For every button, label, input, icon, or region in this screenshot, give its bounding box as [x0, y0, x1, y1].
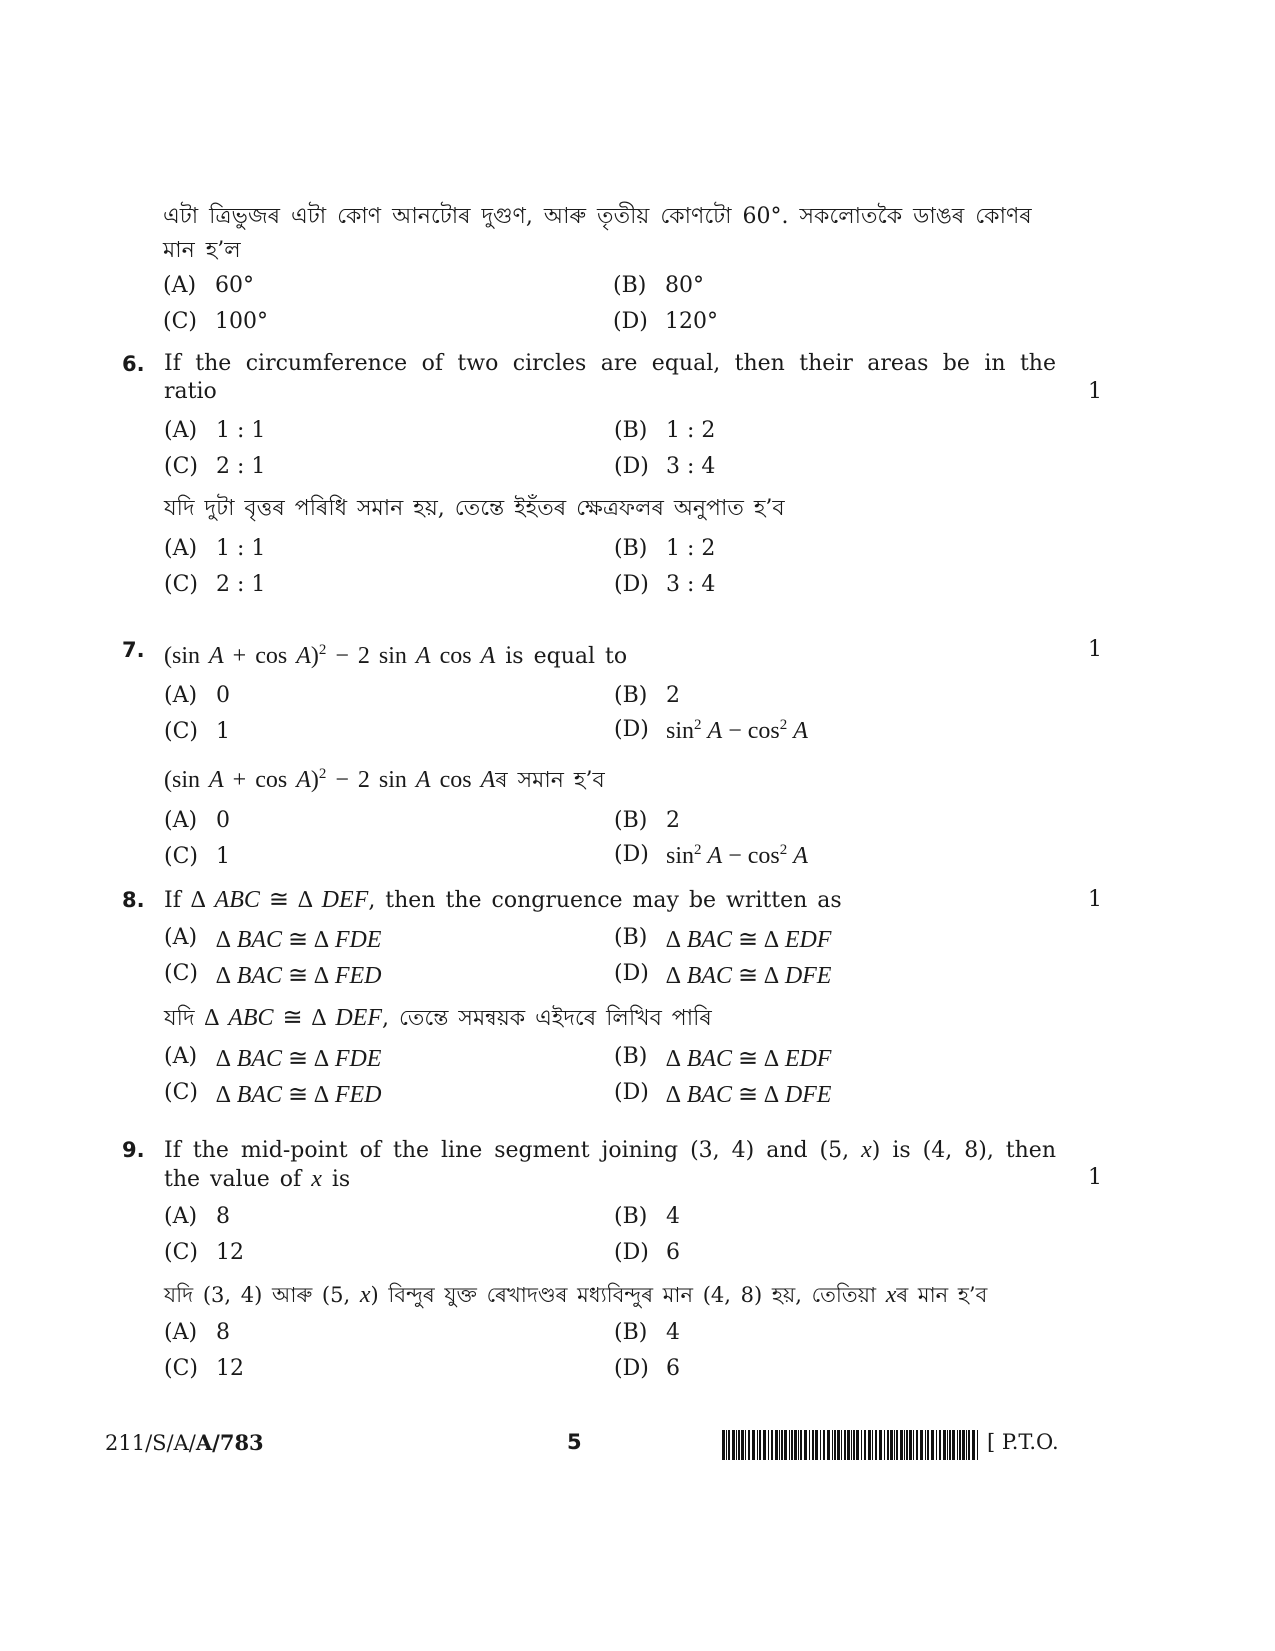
option-value: 1 : 2	[666, 417, 716, 443]
option-label: (C)	[164, 843, 198, 869]
page-footer	[105, 1430, 1065, 1460]
option-value: 6	[666, 1355, 680, 1381]
marks: 1	[1088, 637, 1102, 662]
option-label: (C)	[163, 309, 197, 334]
option-label: (D)	[614, 453, 649, 479]
option-value: 2 : 1	[216, 571, 266, 597]
option-value: 1 : 1	[216, 535, 266, 561]
option-value: ∆ BAC ≅ ∆ FED	[216, 1081, 382, 1108]
option-value: 60°	[215, 273, 254, 298]
option-label: (C)	[164, 571, 198, 597]
option-value: ∆ BAC ≅ ∆ FDE	[216, 1045, 382, 1072]
option-label: (B)	[614, 417, 648, 443]
option-label: (B)	[614, 1319, 648, 1345]
option-label: (C)	[164, 1239, 198, 1265]
question-text: (sin A + cos A)$^2$ − 2 sin A cos A is equal to	[164, 642, 628, 669]
question-number: 9.	[122, 1138, 145, 1162]
option-label: (C)	[164, 960, 198, 986]
question-text: If the mid-point of the line segment joining (3, 4) and (5, x) is (4, 8), then the value of x is	[164, 1137, 1056, 1192]
marks: 1	[1088, 887, 1102, 912]
option-label: (B)	[613, 273, 647, 298]
option-label: (D)	[614, 571, 649, 597]
question-7	[122, 636, 1102, 874]
option-value: ∆ BAC ≅ ∆ DFE	[666, 962, 832, 989]
option-label: (B)	[614, 1203, 648, 1229]
option-value: 1	[216, 843, 230, 869]
option-label: (D)	[614, 717, 649, 742]
question-number: 8.	[122, 888, 145, 912]
option-value: 1	[216, 718, 230, 744]
option-value: 8	[216, 1319, 230, 1345]
option-value: 1 : 1	[216, 417, 266, 443]
option-label: (B)	[614, 807, 648, 833]
option-value: 8	[216, 1203, 230, 1229]
option-value: ∆ BAC ≅ ∆ FED	[216, 962, 382, 989]
option-label: (A)	[164, 535, 198, 561]
option-value: 80°	[665, 273, 704, 298]
option-value: 12	[216, 1239, 244, 1265]
question-translation: যদি দুটা বৃত্তৰ পৰিধি সমান হয়, তেন্তে ইহঁতৰ ক্ষেত্ৰফলৰ অনুপাত হ’ব	[164, 496, 785, 521]
option-label: (A)	[164, 924, 198, 950]
option-value: 3 : 4	[666, 571, 716, 597]
question-8	[122, 886, 1102, 1112]
option-label: (B)	[614, 682, 648, 708]
barcode-icon	[722, 1430, 980, 1460]
option-label: (D)	[614, 960, 649, 986]
option-label: (C)	[164, 1355, 198, 1381]
option-label: (A)	[164, 807, 198, 833]
option-label: (A)	[163, 273, 197, 298]
option-label: (D)	[614, 1239, 649, 1265]
question-text: If ∆ ABC ≅ ∆ DEF, then the congruence may be written as	[164, 887, 842, 913]
option-label: (D)	[614, 842, 649, 867]
option-value: 2	[666, 807, 680, 833]
option-value: 0	[216, 682, 230, 708]
option-label: (A)	[164, 1319, 198, 1345]
option-label: (C)	[164, 718, 198, 744]
option-label: (B)	[614, 1043, 648, 1069]
option-value: $\sin^2 A - \cos^2 A$	[666, 717, 808, 744]
option-value: $\sin^2 A - \cos^2 A$	[666, 842, 808, 869]
trig-expression: (sin A + cos A)$^2$ − 2 sin A cos A	[164, 642, 496, 669]
option-label: (D)	[613, 309, 648, 334]
option-value: 1 : 2	[666, 535, 716, 561]
page-number: 5	[567, 1430, 582, 1454]
option-value: 12	[216, 1355, 244, 1381]
option-label: (A)	[164, 1203, 198, 1229]
option-value: 100°	[215, 309, 268, 334]
option-value: 4	[666, 1203, 680, 1229]
question-9	[122, 1136, 1102, 1386]
option-label: (D)	[614, 1355, 649, 1381]
paper-code: 211/S/A/A/783	[105, 1430, 264, 1455]
marks: 1	[1088, 1165, 1102, 1190]
option-value: ∆ BAC ≅ ∆ EDF	[666, 926, 832, 953]
option-value: ∆ BAC ≅ ∆ DFE	[666, 1081, 832, 1108]
question-number: 6.	[122, 352, 145, 376]
question-translation: যদি ∆ ABC ≅ ∆ DEF, তেন্তে সমন্বয়ক এইদৰে লিখিব পাৰি	[164, 1005, 712, 1031]
q5-translation-line1: এটা ত্ৰিভুজৰ এটা কোণ আনটোৰ দুগুণ, আৰু তৃতীয় কোণটো 60°. সকলোতকৈ ডাঙৰ কোণৰ	[163, 204, 1032, 229]
option-value: ∆ BAC ≅ ∆ FDE	[216, 926, 382, 953]
option-value: 120°	[665, 309, 718, 334]
question-translation: (sin A + cos A)$^2$ − 2 sin A cos Aৰ সমান হ’ব	[164, 766, 605, 793]
option-value: 6	[666, 1239, 680, 1265]
question-translation: যদি (3, 4) আৰু (5, x) বিন্দুৰ যুক্ত ৰেখাদণ্ডৰ মধ্যবিন্দুৰ মান (4, 8) হয়, তেতিয়া xৰ মান হ’ব	[164, 1282, 988, 1308]
q5-translation	[163, 200, 1053, 340]
option-label: (D)	[614, 1079, 649, 1105]
question-number: 7.	[122, 638, 145, 662]
option-value: 3 : 4	[666, 453, 716, 479]
option-label: (A)	[164, 417, 198, 443]
option-label: (A)	[164, 1043, 198, 1069]
option-label: (A)	[164, 682, 198, 708]
question-text: If the circumference of two circles are equal, then their areas be in the ratio	[164, 351, 1056, 404]
option-value: 2	[666, 682, 680, 708]
option-value: 2 : 1	[216, 453, 266, 479]
question-6	[122, 350, 1102, 602]
marks: 1	[1088, 379, 1102, 404]
option-label: (B)	[614, 924, 648, 950]
option-label: (B)	[614, 535, 648, 561]
option-label: (C)	[164, 1079, 198, 1105]
pto-label: [ P.T.O.	[987, 1430, 1059, 1454]
option-label: (C)	[164, 453, 198, 479]
q5-translation-line2: মান হ’ল	[163, 238, 241, 263]
option-value: 4	[666, 1319, 680, 1345]
option-value: ∆ BAC ≅ ∆ EDF	[666, 1045, 832, 1072]
option-value: 0	[216, 807, 230, 833]
